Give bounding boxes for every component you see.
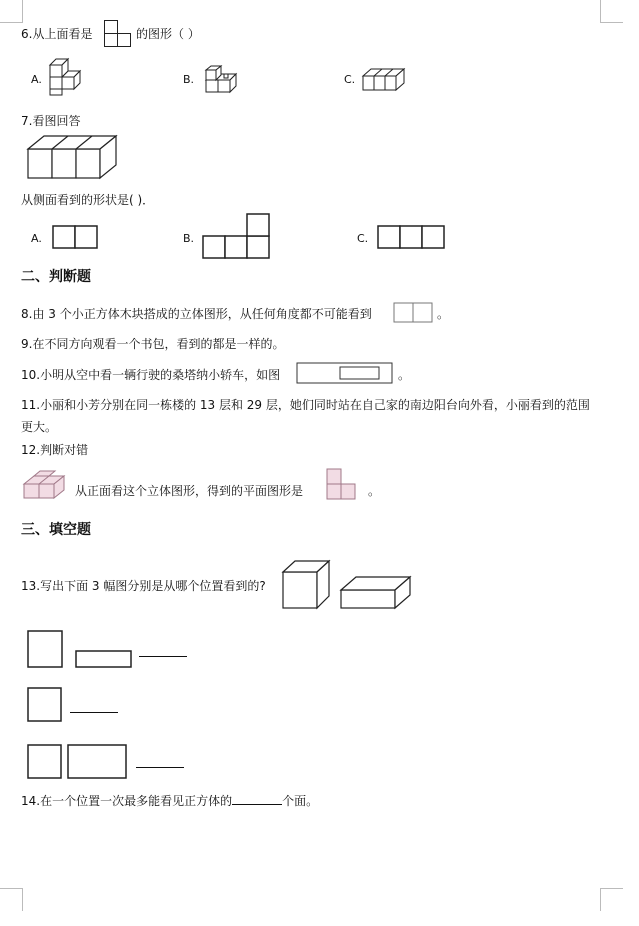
q13-view-2-shape [27,687,63,723]
q6-option-a-label[interactable]: A. [31,73,42,86]
q8-suffix: 。 [437,307,450,321]
q12-pink-cubes-figure [22,470,68,506]
q10-car-top-view-figure [296,362,394,384]
corner-mark-top-left [0,0,23,23]
q13-cuboid-figure [340,574,412,610]
q6-option-b-label[interactable]: B. [183,73,195,86]
q6-option-b-cubes[interactable] [204,66,238,98]
q13-cube-figure [282,560,332,610]
q6-option-a-cubes[interactable] [48,63,82,97]
q11-line-1: 11.小丽和小芳分别在同一栋楼的 13 层和 29 层，她们同时站在自己家的南边阳台向外看，小丽看到的范围 [21,398,590,412]
q14-suffix: 个面。 [282,794,319,808]
q13-view-1-shapes [27,630,135,670]
q7-option-c-label[interactable]: C. [357,232,369,245]
q12-pink-front-view-figure [322,466,364,504]
q7-option-a-shape[interactable] [52,225,98,251]
q10-suffix: 。 [398,368,411,382]
q7-title: 7.看图回答 [21,114,81,128]
q9-text: 9.在不同方向观看一个书包，看到的都是一样的。 [21,337,285,351]
section-heading-judgement: 二、判断题 [21,269,91,285]
q14-line [21,792,318,809]
section-heading-fill-in: 三、填空题 [21,522,91,538]
corner-mark-top-right [600,0,623,23]
q6-option-c-label[interactable]: C. [344,73,356,86]
q14-prefix: 14.在一个位置一次最多能看见正方体的 [21,794,233,808]
q13-answer-blank-3[interactable] [136,755,184,768]
q7-option-c-shape[interactable] [377,225,445,251]
q13-answer-blank-1[interactable] [139,644,187,657]
q6-suffix: 的图形（ ） [136,27,200,41]
q6-top-view-figure [104,20,132,48]
q14-answer-blank[interactable] [232,792,282,805]
q12-title: 12.判断对错 [21,443,89,457]
q12-suffix: 。 [368,484,381,498]
q10-text: 10.小明从空中看一辆行驶的桑塔纳小轿车，如图 [21,368,281,382]
q7-option-a-label[interactable]: A. [31,232,42,245]
corner-mark-bottom-left [0,888,23,911]
q13-view-3-shapes [27,744,129,782]
q13-answer-blank-2[interactable] [70,700,118,713]
q7-cube-row-figure [27,132,121,182]
q13-text: 13.写出下面 3 幅图分别是从哪个位置看到的? [21,579,266,593]
q8-text: 8.由 3 个小正方体木块搭成的立体图形，从任何角度都不可能看到 [21,307,372,321]
q7-option-b-shape[interactable] [202,212,270,260]
q7-option-b-label[interactable]: B. [183,232,195,245]
q8-two-squares-figure [393,302,435,324]
q7-question: 从侧面看到的形状是( )． [21,193,155,207]
q11-line-2: 更大。 [21,420,58,434]
q12-text: 从正面看这个立体图形，得到的平面图形是 [75,484,304,498]
corner-mark-bottom-right [600,888,623,911]
q6-option-c-cubes[interactable] [362,66,406,94]
q6-prefix: 6.从上面看是 [21,27,93,41]
